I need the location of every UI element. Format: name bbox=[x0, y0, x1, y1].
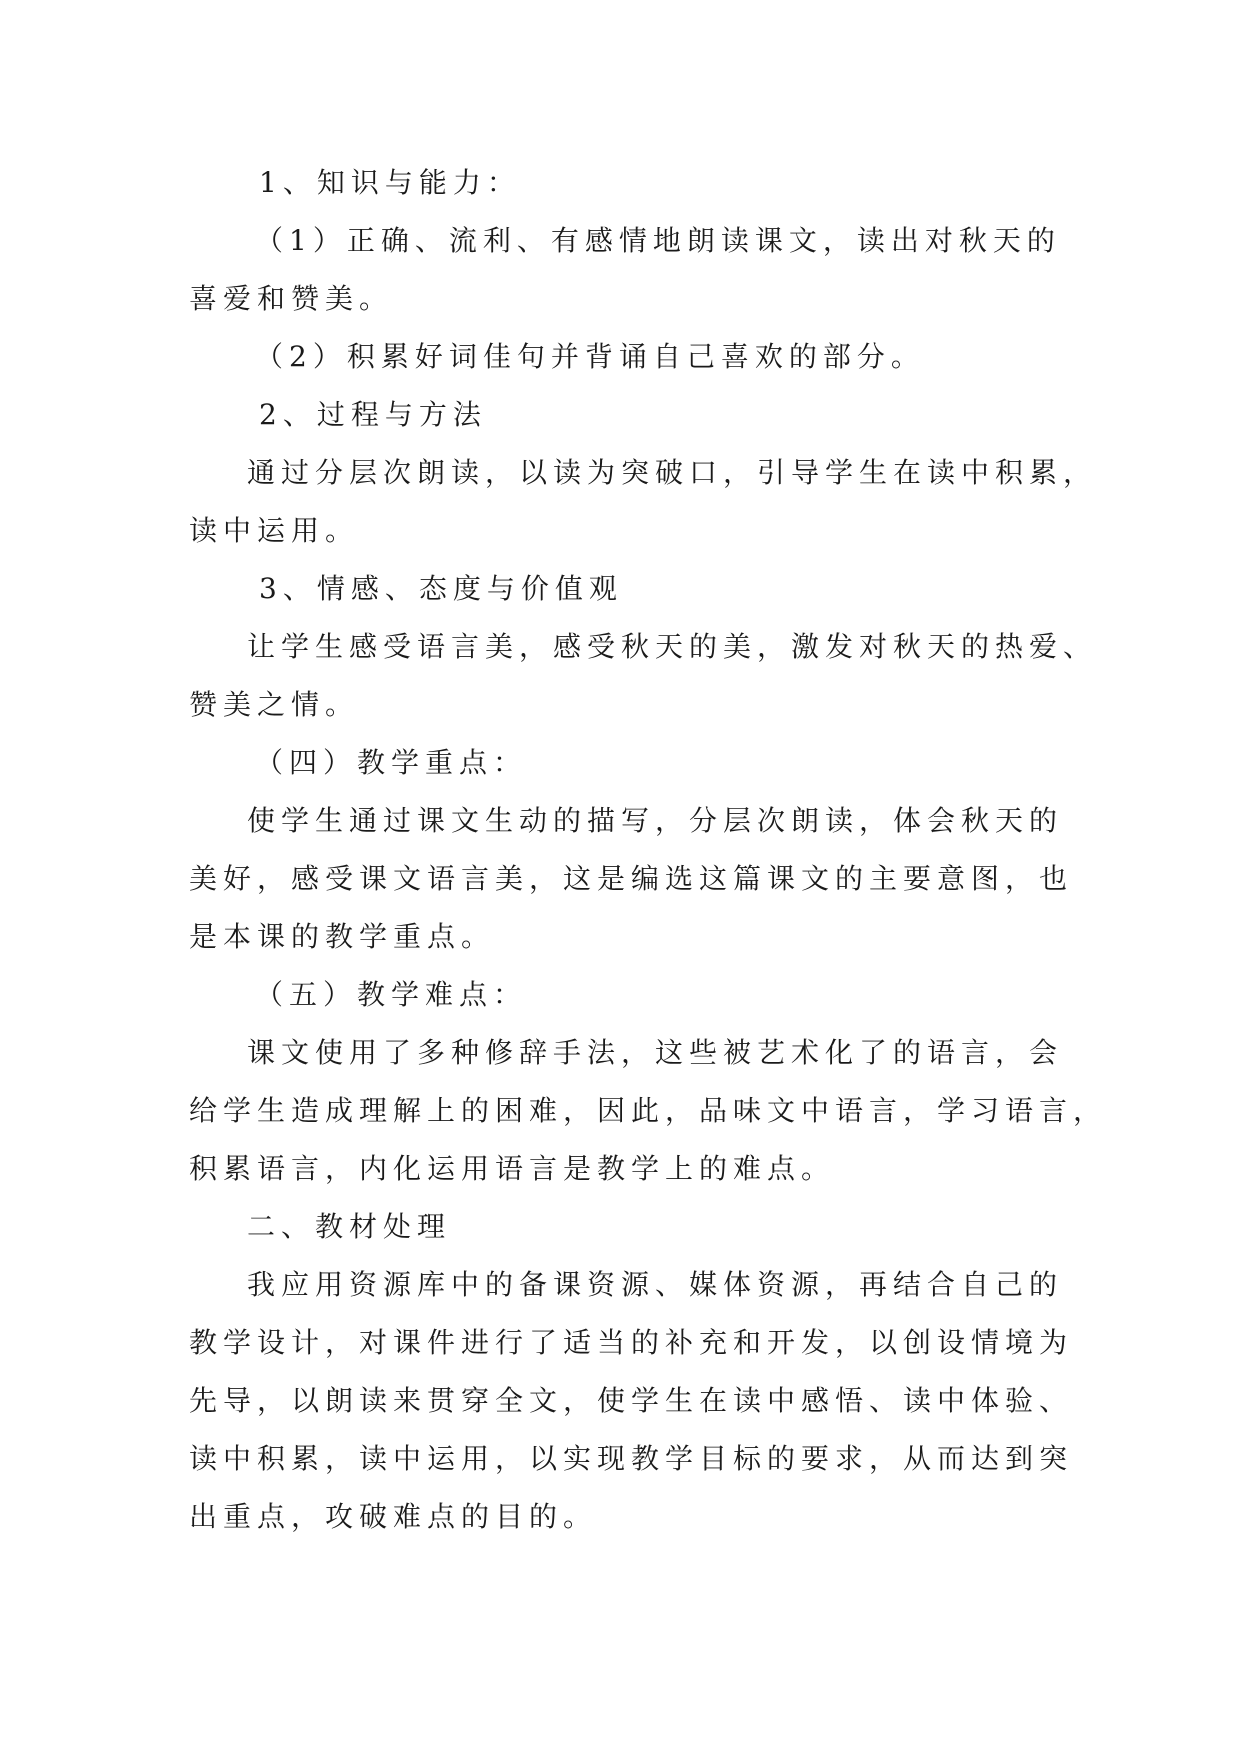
paragraph-line: 通过分层次朗读，以读为突破口，引导学生在读中积累， bbox=[247, 456, 1098, 489]
heading-emotion-values: 3、情感、态度与价值观 bbox=[259, 572, 623, 605]
paragraph-line: 课文使用了多种修辞手法，这些被艺术化了的语言，会 bbox=[247, 1036, 1064, 1069]
paragraph-line: （1）正确、流利、有感情地朗读课文，读出对秋天的 bbox=[255, 224, 1061, 257]
paragraph-line: 赞美之情。 bbox=[189, 688, 360, 721]
paragraph-line: 喜爱和赞美。 bbox=[189, 282, 394, 315]
paragraph-line: 先导，以朗读来贯穿全文，使学生在读中感悟、读中体验、 bbox=[189, 1384, 1074, 1417]
paragraph-line: 我应用资源库中的备课资源、媒体资源，再结合自己的 bbox=[247, 1268, 1064, 1301]
paragraph-line: 读中运用。 bbox=[189, 514, 360, 547]
heading-materials: 二、教材处理 bbox=[247, 1210, 452, 1243]
paragraph-line: 美好，感受课文语言美，这是编选这篇课文的主要意图，也 bbox=[189, 862, 1074, 895]
paragraph-line: 积累语言，内化运用语言是教学上的难点。 bbox=[189, 1152, 836, 1185]
paragraph-line: 教学设计，对课件进行了适当的补充和开发，以创设情境为 bbox=[189, 1326, 1074, 1359]
heading-process-method: 2、过程与方法 bbox=[259, 398, 487, 431]
document-body bbox=[189, 154, 1108, 1546]
paragraph-line: 是本课的教学重点。 bbox=[189, 920, 496, 953]
paragraph-line: 出重点，攻破难点的目的。 bbox=[189, 1500, 598, 1533]
paragraph-line: 读中积累，读中运用，以实现教学目标的要求，从而达到突 bbox=[189, 1442, 1074, 1475]
heading-teaching-focus: （四）教学重点： bbox=[255, 746, 528, 779]
paragraph-line: 给学生造成理解上的困难，因此，品味文中语言，学习语言， bbox=[189, 1094, 1108, 1127]
paragraph-line: 让学生感受语言美，感受秋天的美，激发对秋天的热爱、 bbox=[247, 630, 1098, 663]
heading-knowledge-ability: 1、知识与能力： bbox=[259, 166, 521, 199]
paragraph-line: （2）积累好词佳句并背诵自己喜欢的部分。 bbox=[255, 340, 925, 373]
paragraph-line: 使学生通过课文生动的描写，分层次朗读，体会秋天的 bbox=[247, 804, 1064, 837]
heading-teaching-difficulty: （五）教学难点： bbox=[255, 978, 528, 1011]
